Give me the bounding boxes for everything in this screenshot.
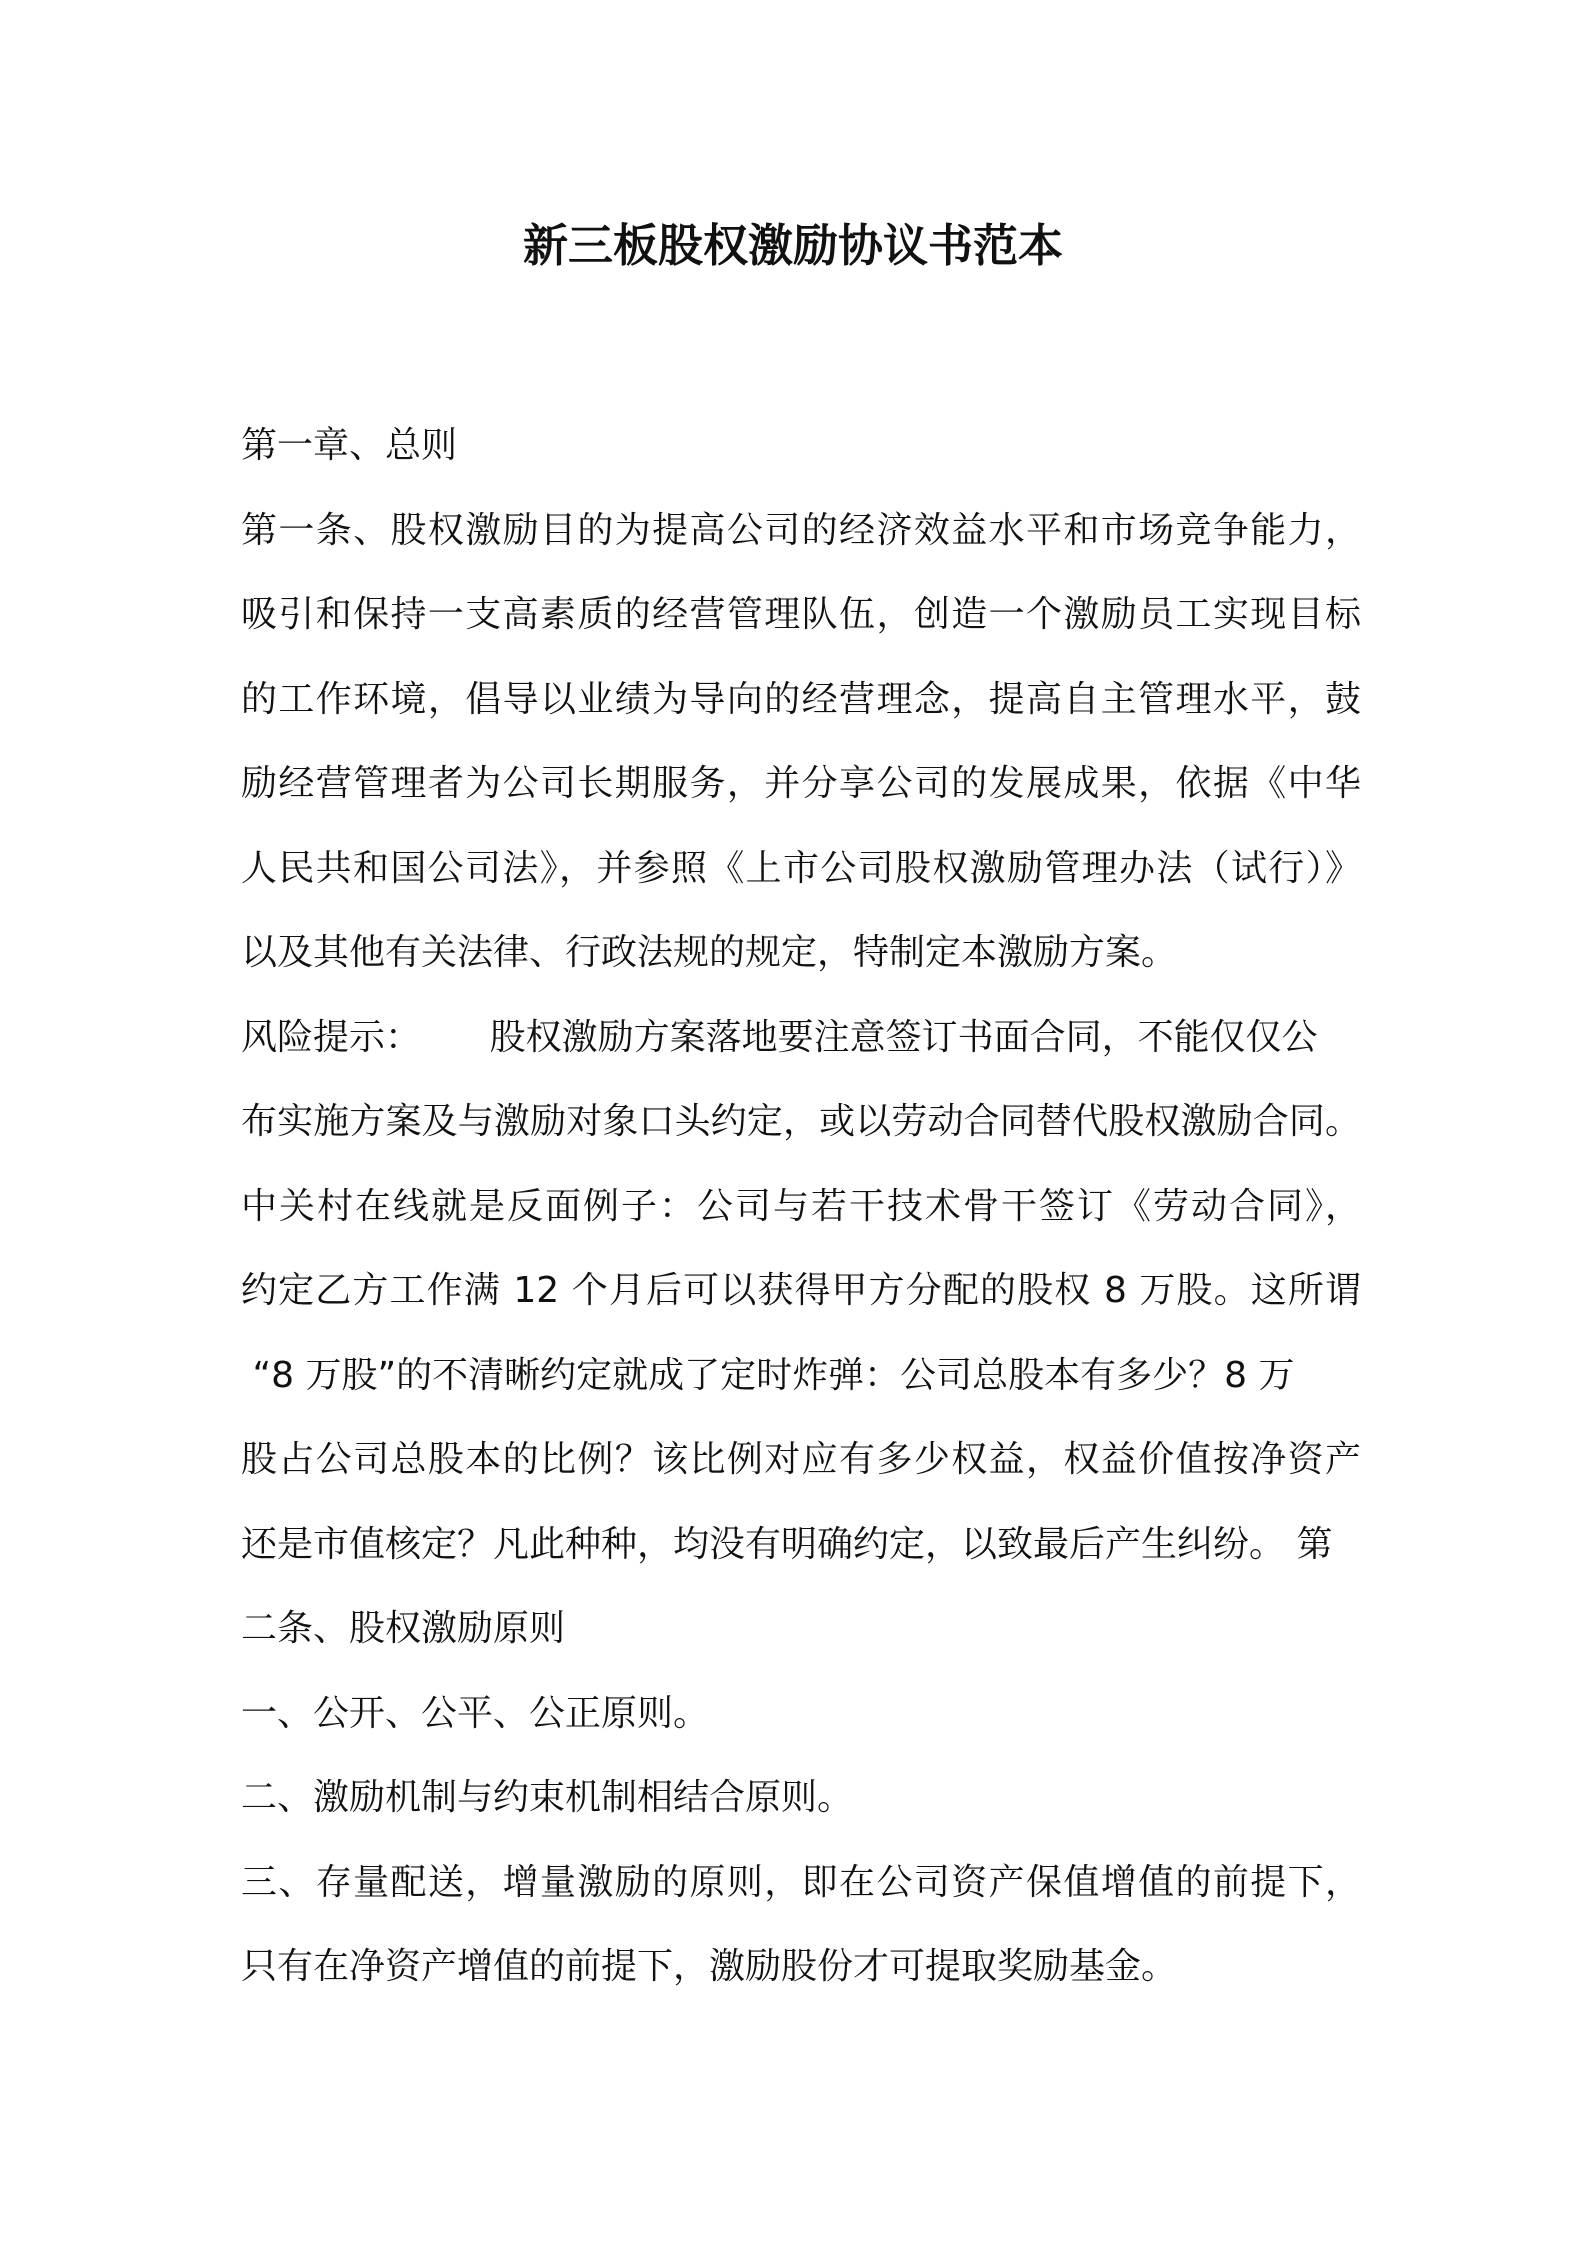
paragraph-line: 励经营管理者为公司长期服务，并分享公司的发展成果，依据《中华 bbox=[241, 763, 1361, 804]
list-item: 二、激励机制与约束机制相结合原则。 bbox=[241, 1777, 854, 1818]
paragraph-line: 还是市值核定？凡此种种，均没有明确约定，以致最后产生纠纷。 第 bbox=[241, 1523, 1333, 1565]
paragraph-line: “8 万股”的不清晰约定就成了定时炸弹：公司总股本有多少？8 万 bbox=[241, 1354, 1295, 1396]
list-item: 只有在净资产增值的前提下，激励股份才可提取奖励基金。 bbox=[241, 1946, 1178, 1987]
risk-note-line: 风险提示： 股权激励方案落地要注意签订书面合同，不能仅仅公 bbox=[241, 1016, 1318, 1058]
document-title: 新三板股权激励协议书范本 bbox=[522, 219, 1063, 272]
paragraph-line: 股占公司总股本的比例？该比例对应有多少权益，权益价值按净资产 bbox=[241, 1439, 1361, 1480]
paragraph-line: 人民共和国公司法》，并参照《上市公司股权激励管理办法（试行）》 bbox=[241, 847, 1361, 889]
list-item: 三、存量配送，增量激励的原则，即在公司资产保值增值的前提下， bbox=[241, 1861, 1361, 1903]
section-heading: 二条、股权激励原则 bbox=[241, 1608, 566, 1649]
paragraph-line: 的工作环境，倡导以业绩为导向的经营理念，提高自主管理水平，鼓 bbox=[241, 678, 1361, 720]
paragraph-line: 第一条、股权激励目的为提高公司的经济效益水平和市场竞争能力， bbox=[241, 509, 1361, 551]
chapter-heading: 第一章、总则 bbox=[241, 425, 458, 466]
list-item: 一、公开、公平、公正原则。 bbox=[241, 1692, 710, 1734]
paragraph-line: 约定乙方工作满 12 个月后可以获得甲方分配的股权 8 万股。这所谓 bbox=[241, 1270, 1361, 1311]
paragraph-line: 以及其他有关法律、行政法规的规定，特制定本激励方案。 bbox=[241, 932, 1178, 973]
paragraph-line: 吸引和保持一支高素质的经营管理队伍，创造一个激励员工实现目标 bbox=[241, 594, 1361, 635]
paragraph-line: 中关村在线就是反面例子：公司与若干技术骨干签订《劳动合同》， bbox=[241, 1185, 1361, 1227]
document-body bbox=[241, 404, 1361, 2010]
paragraph-line: 布实施方案及与激励对象口头约定，或以劳动合同替代股权激励合同。 bbox=[241, 1101, 1361, 1142]
